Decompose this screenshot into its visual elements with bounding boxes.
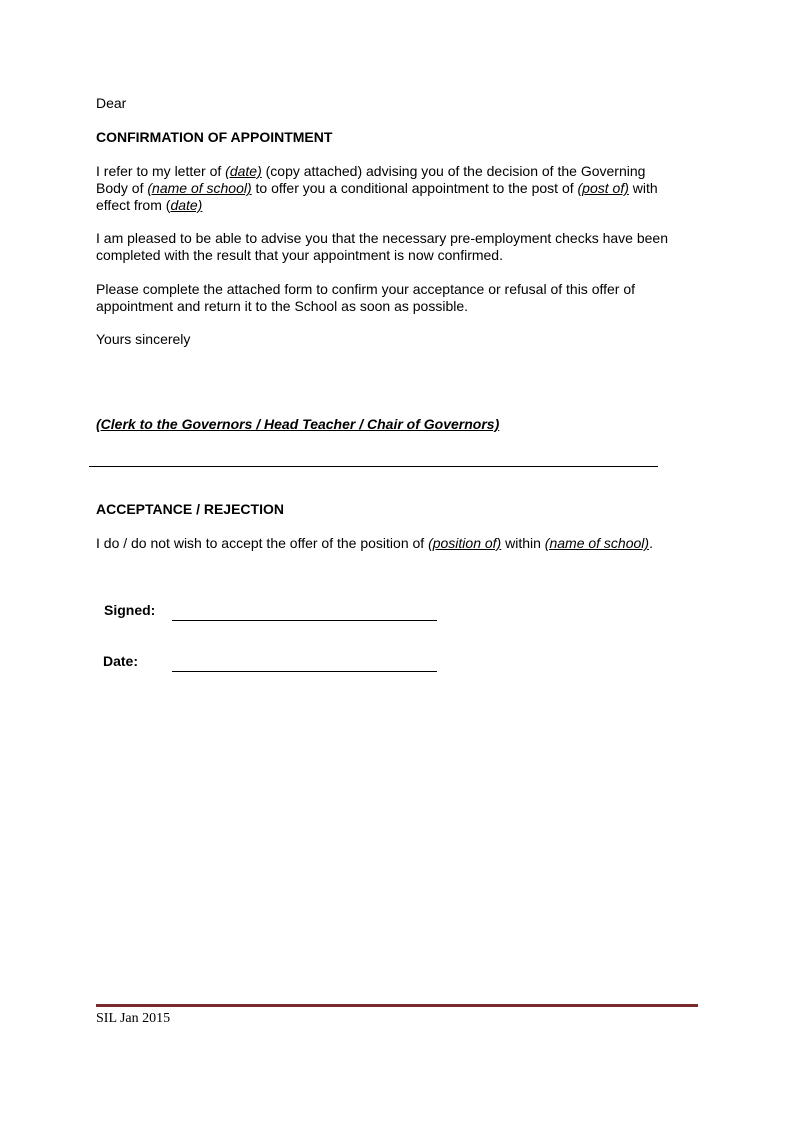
salutation: Dear [96, 95, 127, 111]
signed-label: Signed: [104, 602, 156, 618]
signatory: (Clerk to the Governors / Head Teacher / Chair of Governors) [96, 416, 500, 432]
paragraph-2-line-2: completed with the result that your appointment is now confirmed. [96, 247, 503, 263]
school-placeholder: (name of school) [147, 180, 252, 196]
date-line [172, 671, 437, 672]
letter-heading: CONFIRMATION OF APPOINTMENT [96, 129, 333, 145]
text-fragment: I refer to my letter of [96, 163, 226, 179]
school-placeholder: (name of school) [544, 535, 650, 551]
acceptance-statement [96, 535, 653, 552]
section-divider [89, 466, 658, 467]
closing: Yours sincerely [96, 331, 191, 347]
text-fragment: (copy attached) advising you of the decision of the Governing [261, 163, 646, 179]
text-fragment: Body of [96, 180, 148, 196]
post-placeholder: (post of) [577, 180, 629, 196]
paragraph-1-line-2 [96, 180, 658, 197]
paragraph-2-line-1: I am pleased to be able to advise you that the necessary pre-employment checks have been [96, 230, 669, 246]
date-placeholder: (date) [225, 163, 262, 179]
text-fragment: to offer you a conditional appointment to the post of [251, 180, 578, 196]
paragraph-1-line-1 [96, 163, 645, 180]
text-fragment: . [649, 535, 653, 551]
acceptance-heading: ACCEPTANCE / REJECTION [96, 501, 284, 517]
text-fragment: within [501, 535, 545, 551]
paragraph-3-line-1: Please complete the attached form to confirm your acceptance or refusal of this offer of [96, 281, 636, 297]
text-fragment: I do / do not wish to accept the offer of the position of [96, 535, 429, 551]
effective-date-placeholder: date) [170, 197, 203, 213]
text-fragment: with [628, 180, 658, 196]
footer-rule [96, 1004, 698, 1007]
paragraph-3-line-2: appointment and return it to the School as soon as possible. [96, 298, 469, 314]
position-placeholder: (position of) [428, 535, 502, 551]
footer-text: SIL Jan 2015 [96, 1011, 171, 1026]
text-fragment: effect from ( [96, 197, 171, 213]
date-label: Date: [103, 653, 139, 669]
paragraph-1-line-3 [96, 197, 202, 214]
signature-line [172, 620, 437, 621]
